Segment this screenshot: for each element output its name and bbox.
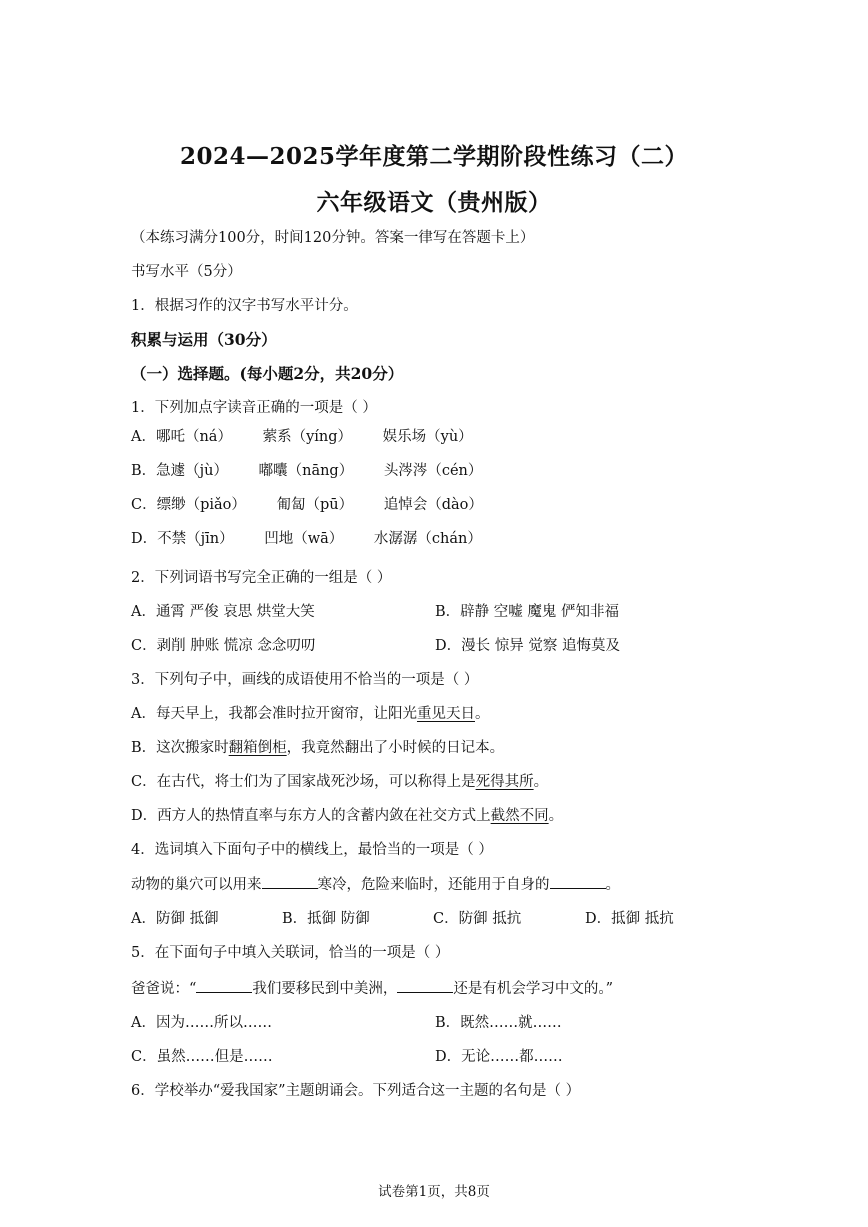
- option-text: C．缥缈（piǎo）: [131, 497, 246, 513]
- option-text: B．这次搬家时: [131, 740, 229, 756]
- underlined-idiom: 重见天日: [416, 706, 475, 722]
- question-4-option-a: A．防御 抵御: [131, 911, 219, 927]
- exam-title: 2024—2025学年度第二学期阶段性练习（二）: [179, 143, 689, 170]
- question-4-option-c: C．防御 抵抗: [433, 911, 522, 927]
- writing-item: 1．根据习作的汉字书写水平计分。: [131, 298, 358, 314]
- question-1-option-d: [131, 529, 482, 549]
- sentence-text: 寒冷，危险来临时，还能用于自身的: [317, 877, 550, 893]
- sentence-text: 爸爸说：“: [131, 981, 197, 997]
- option-text: 。: [474, 706, 490, 722]
- option-text: 娱乐场（yù）: [382, 429, 473, 445]
- question-5-option-a: A．因为……所以……: [131, 1015, 272, 1031]
- answer-blank: [550, 874, 606, 889]
- answer-blank: [196, 978, 252, 993]
- question-5-option-c: C．虽然……但是……: [131, 1049, 273, 1065]
- option-text: 头涔涔（cén）: [383, 463, 483, 479]
- option-text: D．不禁（jīn）: [131, 531, 234, 547]
- question-3-option-b: [131, 738, 504, 758]
- option-text: B．急遽（jù）: [131, 463, 228, 479]
- option-text: 嘟囔（nāng）: [258, 463, 354, 479]
- question-3-option-a: [131, 704, 489, 724]
- question-3-option-c: [131, 772, 548, 792]
- option-text: 匍匐（pū）: [276, 497, 354, 513]
- option-text: ，我竟然翻出了小时候的日记本。: [286, 740, 505, 756]
- sentence-text: 。: [605, 877, 620, 893]
- question-4-sentence: [131, 874, 620, 895]
- option-text: A．哪吒（ná）: [131, 429, 232, 445]
- question-4-stem: 4．选词填入下面句子中的横线上，最恰当的一项是（ ）: [131, 842, 493, 858]
- sentence-text: 我们要移民到中美洲，: [252, 981, 398, 997]
- exam-subtitle: 六年级语文（贵州版）: [316, 189, 552, 216]
- option-text: C．在古代，将士们为了国家战死沙场，可以称得上是: [131, 774, 476, 790]
- question-2-option-c: C．剥削 肿账 慌凉 念念叨叨: [131, 638, 316, 654]
- sentence-text: 动物的巢穴可以用来: [131, 877, 262, 893]
- question-4-option-b: B．抵御 防御: [282, 911, 370, 927]
- option-text: D．西方人的热情直率与东方人的含蓄内敛在社交方式上: [131, 808, 491, 824]
- option-text: 萦系（yíng）: [262, 429, 353, 445]
- option-text: 凹地（wā）: [264, 531, 344, 547]
- question-2-stem: 2．下列词语书写完全正确的一组是（ ）: [131, 570, 392, 586]
- question-2-option-a: A．通霄 严俊 哀思 烘堂大笑: [131, 604, 315, 620]
- option-text: 水潺潺（chán）: [373, 531, 482, 547]
- question-6-stem: 6．学校举办“爱我国家”主题朗诵会。下列适合这一主题的名句是（ ）: [131, 1083, 581, 1099]
- question-1-stem: 1．下列加点字读音正确的一项是（ ）: [131, 400, 377, 416]
- writing-heading: 书写水平（5分）: [131, 264, 242, 280]
- option-text: 。: [533, 774, 549, 790]
- underlined-idiom: 截然不同: [490, 808, 549, 824]
- question-5-sentence: [131, 978, 613, 999]
- page-footer: 试卷第1页，共8页: [378, 1184, 490, 1200]
- question-1-option-a: [131, 427, 473, 447]
- option-text: 。: [548, 808, 564, 824]
- question-2-option-b: B．辟静 空嘘 魔鬼 俨知非福: [435, 604, 619, 620]
- exam-note: （本练习满分100分，时间120分钟。答案一律写在答题卡上）: [131, 230, 535, 246]
- question-3-stem: 3．下列句子中，画线的成语使用不恰当的一项是（ ）: [131, 672, 479, 688]
- question-1-option-b: [131, 461, 482, 481]
- sentence-text: 还是有机会学习中文的。”: [453, 981, 614, 997]
- option-text: 追悼会（dào）: [383, 497, 483, 513]
- question-2-option-d: D．漫长 惊异 觉察 追悔莫及: [435, 638, 620, 654]
- section-subheading: （一）选择题。(每小题2分，共20分）: [131, 364, 404, 383]
- question-5-stem: 5．在下面句子中填入关联词，恰当的一项是（ ）: [131, 945, 450, 961]
- option-text: A．每天早上，我都会准时拉开窗帘，让阳光: [131, 706, 417, 722]
- section-heading: 积累与运用（30分）: [131, 330, 277, 349]
- question-5-option-b: B．既然……就……: [435, 1015, 562, 1031]
- question-1-option-c: [131, 495, 483, 515]
- underlined-idiom: 翻箱倒柜: [228, 740, 287, 756]
- question-4-option-d: D．抵御 抵抗: [585, 911, 674, 927]
- question-3-option-d: [131, 806, 563, 826]
- answer-blank: [397, 978, 453, 993]
- answer-blank: [262, 874, 318, 889]
- underlined-idiom: 死得其所: [475, 774, 534, 790]
- question-5-option-d: D．无论……都……: [435, 1049, 563, 1065]
